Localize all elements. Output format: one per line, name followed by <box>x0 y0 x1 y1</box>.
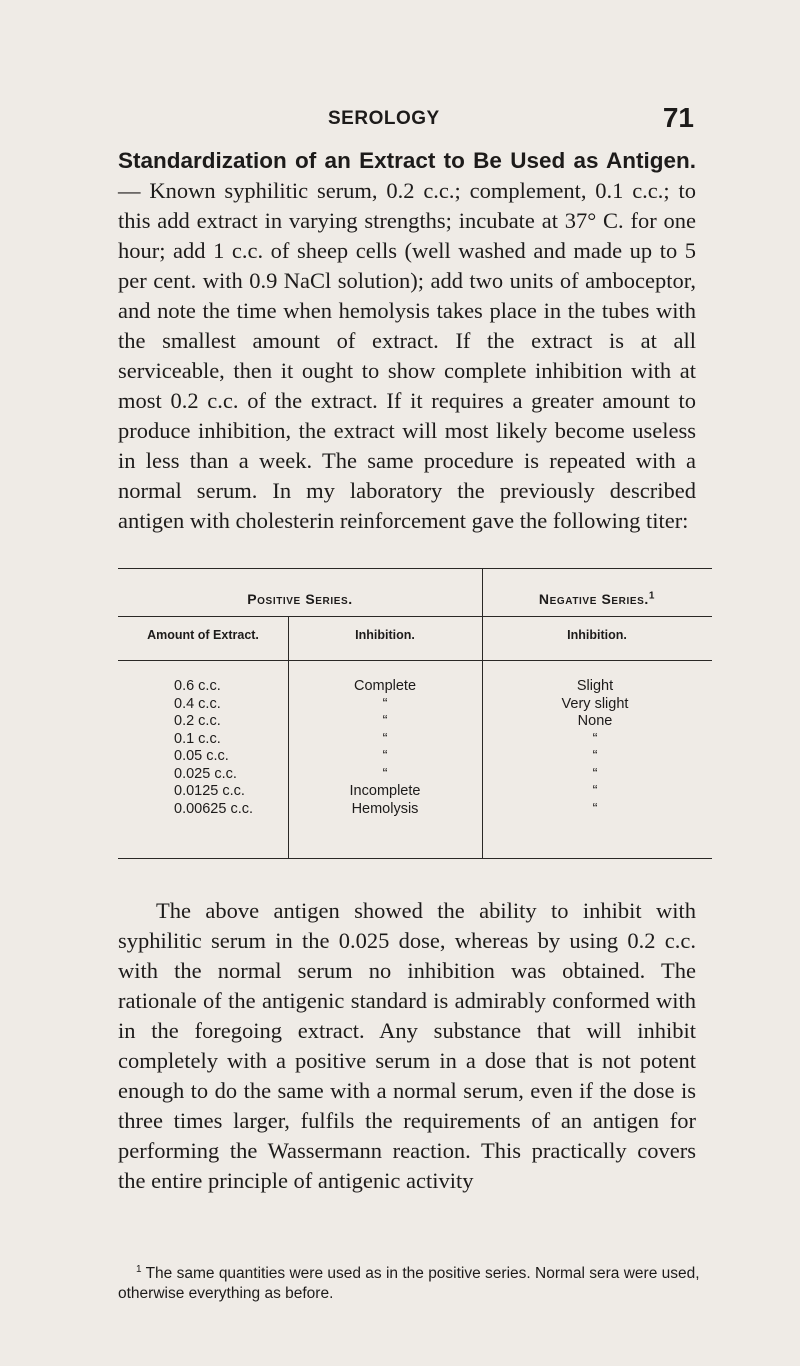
footnote-text: The same quantities were used as in the positive series. Normal sera were used, otherwise everything as before. <box>118 1265 700 1302</box>
page-number: 71 <box>662 102 694 133</box>
titer-table <box>118 568 712 858</box>
paragraph-body: — Known syphilitic serum, 0.2 c.c.; complement, 0.1 c.c.; to this add extract in varying strengths; incubate at 37° C. for one hour; add 1 c.c. of sheep cells (well washed and made up to 5 per cent. with 0.9 NaCl solution); add two units of amboceptor, and note the time when hemolysis takes place in the tubes with the smallest amount of extract. If the extract is at all serviceable, then it ought to show complete inhibition with at most 0.2 c.c. of the extract. If it requires a greater amount to produce inhibition, the extract will most likely become useless in less than a week. The same procedure is repeated with a normal serum. In my laboratory the previously described antigen with cholesterin reinforcement gave the following titer: <box>118 178 696 533</box>
header-inhibition-positive: Inhibition. <box>355 628 415 642</box>
table-cell: Hemolysis <box>351 800 419 817</box>
paragraph-rationale: The above antigen showed the ability to inhibit with syphilitic serum in the 0.025 dose, whereas by using 0.2 c.c. with the normal serum no inhibition was obtained. The rationale of the antigenic standard is admirably conformed with in the foregoing extract. Any substance that will inhibit completely with a positive serum in a dose that is not potent enough to do the same with a normal serum, even if the dose is three times larger, fulfils the requirements of an antigen for performing the Wassermann reaction. This practically covers the entire principle of antigenic activity <box>118 898 696 1193</box>
footnote <box>118 1264 708 1304</box>
table-cell: 0.4 c.c. <box>174 695 221 712</box>
table-cell: 0.00625 c.c. <box>174 800 253 817</box>
table-cell: “ <box>592 765 598 782</box>
table-cell: Slight <box>576 678 614 694</box>
header-amount-of-extract: Amount of Extract. <box>147 628 259 642</box>
footnote-mark: 1 <box>136 1263 142 1275</box>
table-cell: “ <box>592 748 598 764</box>
table-rule-amount-divider <box>288 616 289 858</box>
table-cell: Complete <box>353 678 417 694</box>
table-cell: None <box>577 713 613 729</box>
header-inhibition-negative: Inhibition. <box>567 628 627 642</box>
table-cell: “ <box>382 695 388 712</box>
negative-series-header: Negative Series.$^1$ <box>538 590 656 607</box>
positive-series-header: Positive Series. <box>247 591 353 607</box>
table-cell: “ <box>382 748 388 764</box>
table-cell: “ <box>382 765 388 782</box>
table-cell: “ <box>592 800 598 817</box>
table-cell: 0.1 c.c. <box>174 730 221 747</box>
table-cell: 0.2 c.c. <box>174 713 221 729</box>
positive-inhibition-column <box>290 678 480 818</box>
table-rule-series <box>118 616 712 617</box>
table-cell: 0.05 c.c. <box>174 748 229 764</box>
table-rule-bottom <box>118 858 712 859</box>
footnote-ref: 1 <box>648 590 656 602</box>
section-heading: Standardization of an Extract to Be Used as Antigen. <box>118 148 696 173</box>
table-rule-columns <box>118 660 712 661</box>
table-cell: 0.0125 c.c. <box>174 783 245 799</box>
table-cell: Incomplete <box>349 783 421 799</box>
running-head: SEROLOGY <box>328 108 440 129</box>
table-cell: “ <box>382 730 388 747</box>
table-rule-top <box>118 568 712 569</box>
table-cell: Very slight <box>561 695 629 712</box>
table-cell: 0.025 c.c. <box>174 765 237 782</box>
negative-inhibition-column <box>482 678 708 818</box>
table-cell: “ <box>592 730 598 747</box>
page-header <box>118 104 694 138</box>
paragraph-standardization <box>118 146 696 536</box>
table-cell: “ <box>592 783 598 799</box>
table-cell: 0.6 c.c. <box>174 678 221 694</box>
table-cell: “ <box>382 713 388 729</box>
amount-column <box>174 678 253 818</box>
